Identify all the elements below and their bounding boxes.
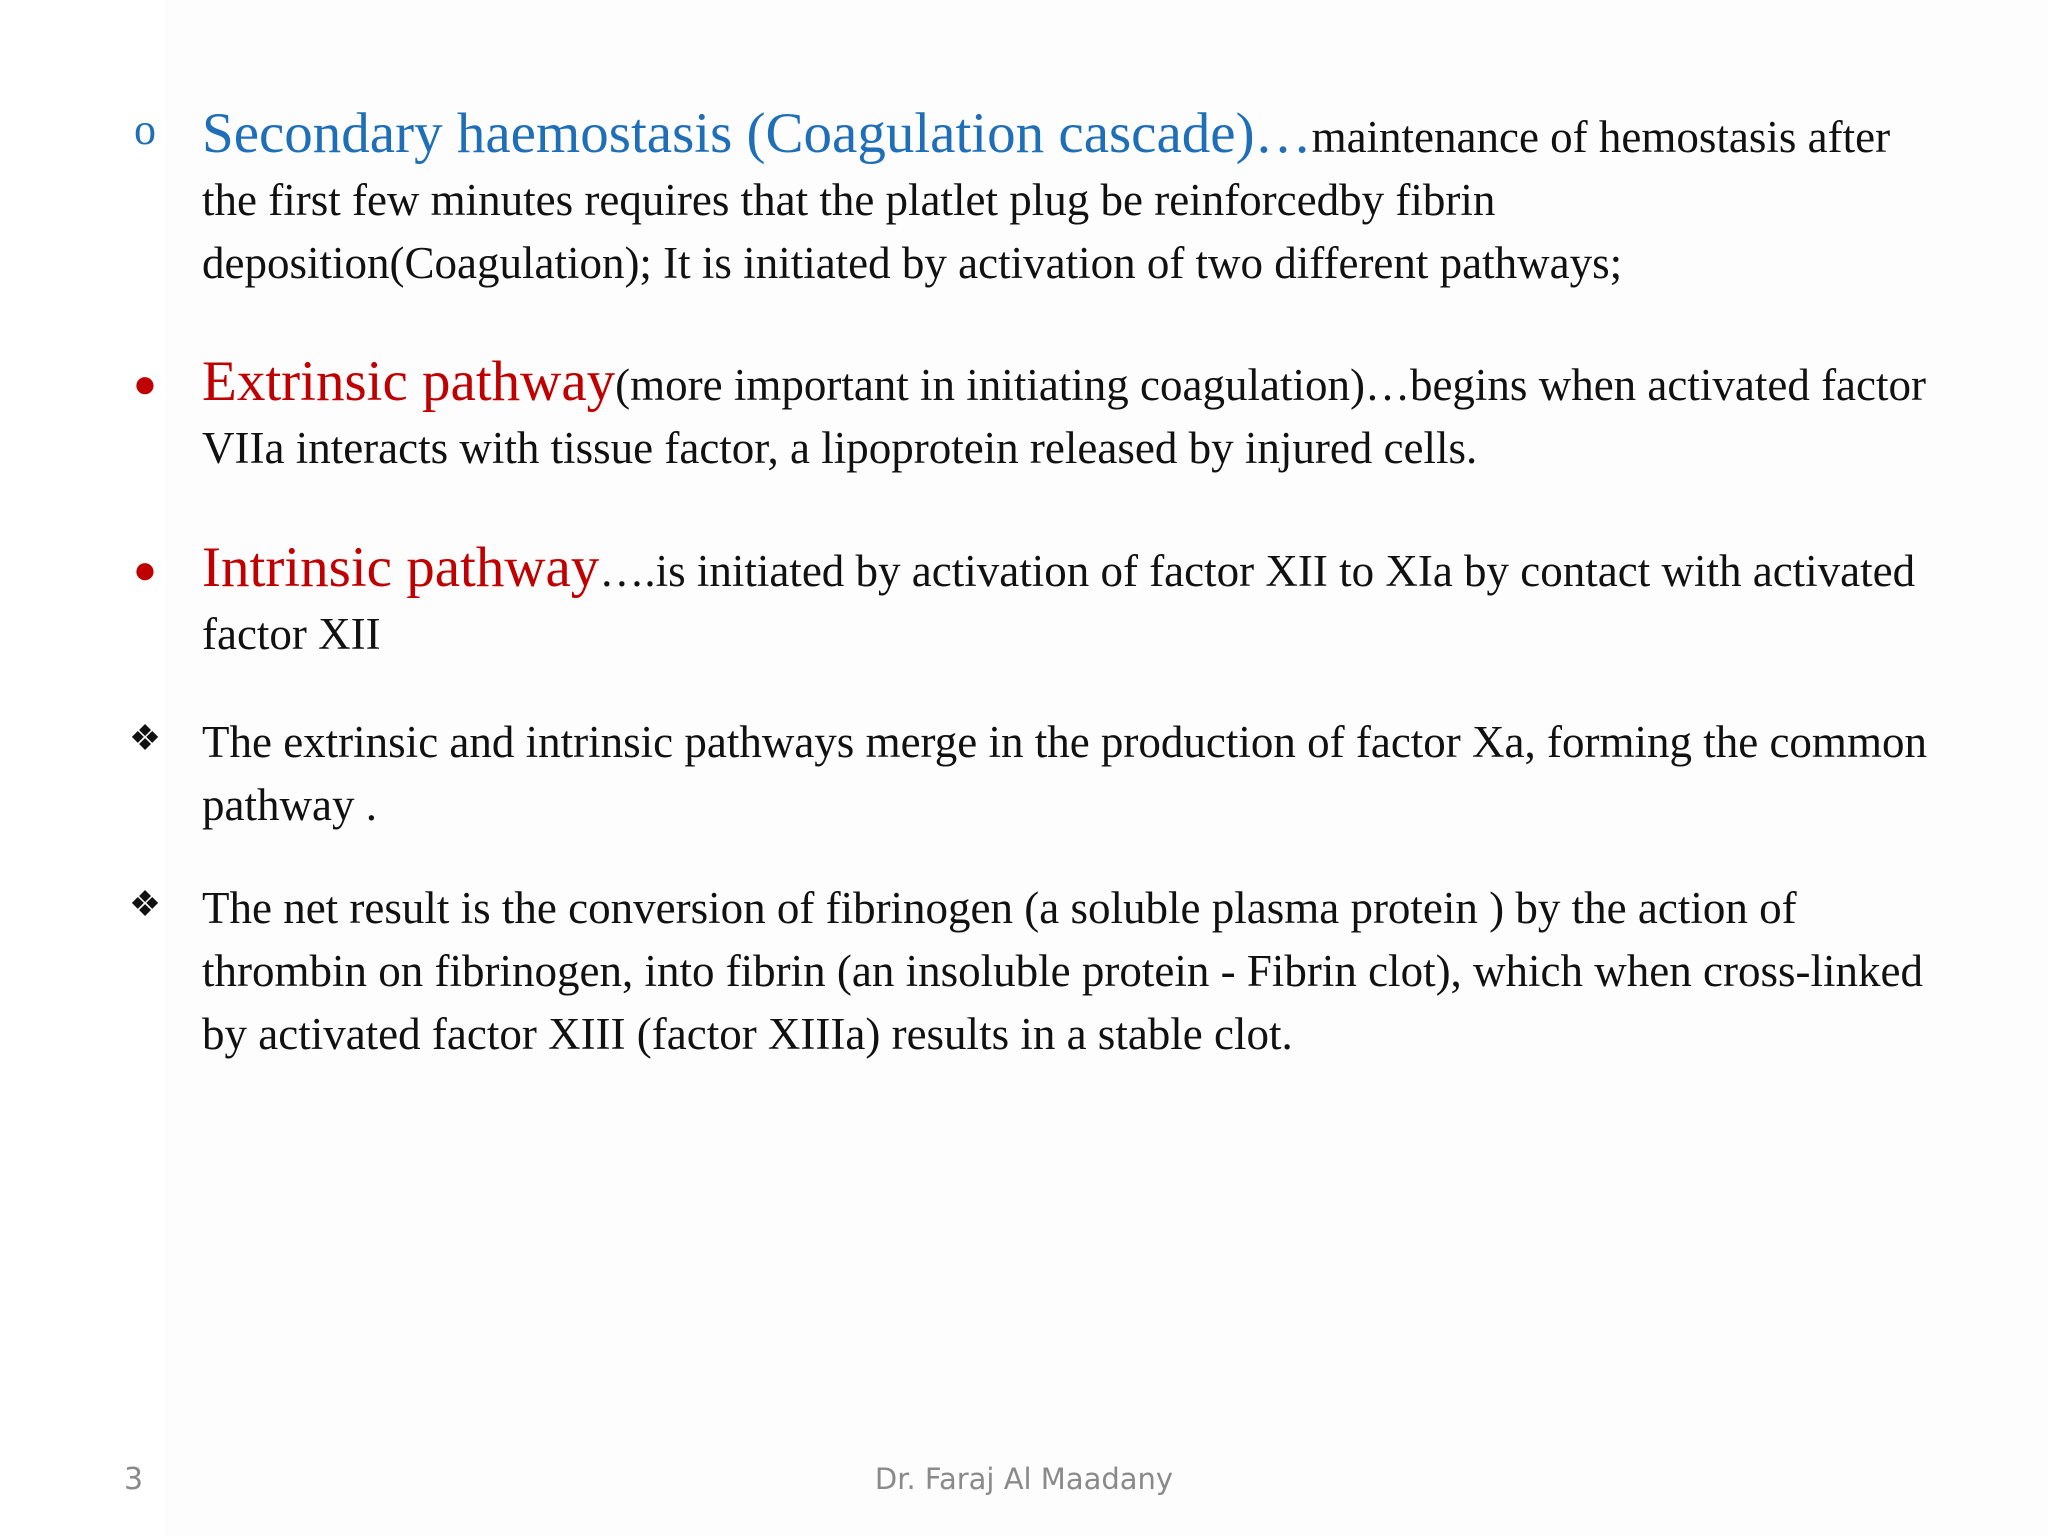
bullet-text (202, 536, 1942, 666)
circle-bullet-icon: o (134, 105, 156, 154)
body-extrinsic-pathway: (more important in initiating coagulation)…begins when activated factor VIIa interacts with tissue factor, a lipoprotein released by injured cells. (202, 360, 1926, 473)
dot-bullet-icon: ● (132, 361, 158, 406)
heading-secondary-haemostasis: Secondary haemostasis (Coagulation cascade)… (202, 102, 1312, 165)
footer-author: Dr. Faraj Al Maadany (874, 1462, 1174, 1496)
body-secondary-haemostasis: maintenance of hemostasis after the first few minutes requires that the platlet plug be reinforcedby fibrin deposition(Coagulation); It is initiated by activation of two different pathways; (202, 112, 1891, 288)
bullet-text: The net result is the conversion of fibrinogen (a soluble plasma protein ) by the action of thrombin on fibrinogen, into fibrin (an insoluble protein - Fibrin clot), which when cross-linked by activated factor XIII (factor XIIIa) results in a stable clot. (202, 883, 1923, 1059)
heading-intrinsic-pathway: Intrinsic pathway (202, 536, 600, 599)
diamond-bullet-icon: ❖ (128, 718, 162, 758)
heading-extrinsic-pathway: Extrinsic pathway (202, 350, 616, 413)
diamond-bullet-icon: ❖ (128, 884, 162, 924)
bullet-text (202, 102, 1942, 295)
slide-number: 3 (124, 1462, 144, 1497)
dot-bullet-icon: ● (132, 547, 158, 592)
body-intrinsic-pathway: ….is initiated by activation of factor XII to XIa by contact with activated factor XII (202, 546, 1916, 659)
bullet-text (202, 350, 1942, 480)
bullet-text: The extrinsic and intrinsic pathways merge in the production of factor Xa, forming the common pathway . (202, 717, 1927, 830)
